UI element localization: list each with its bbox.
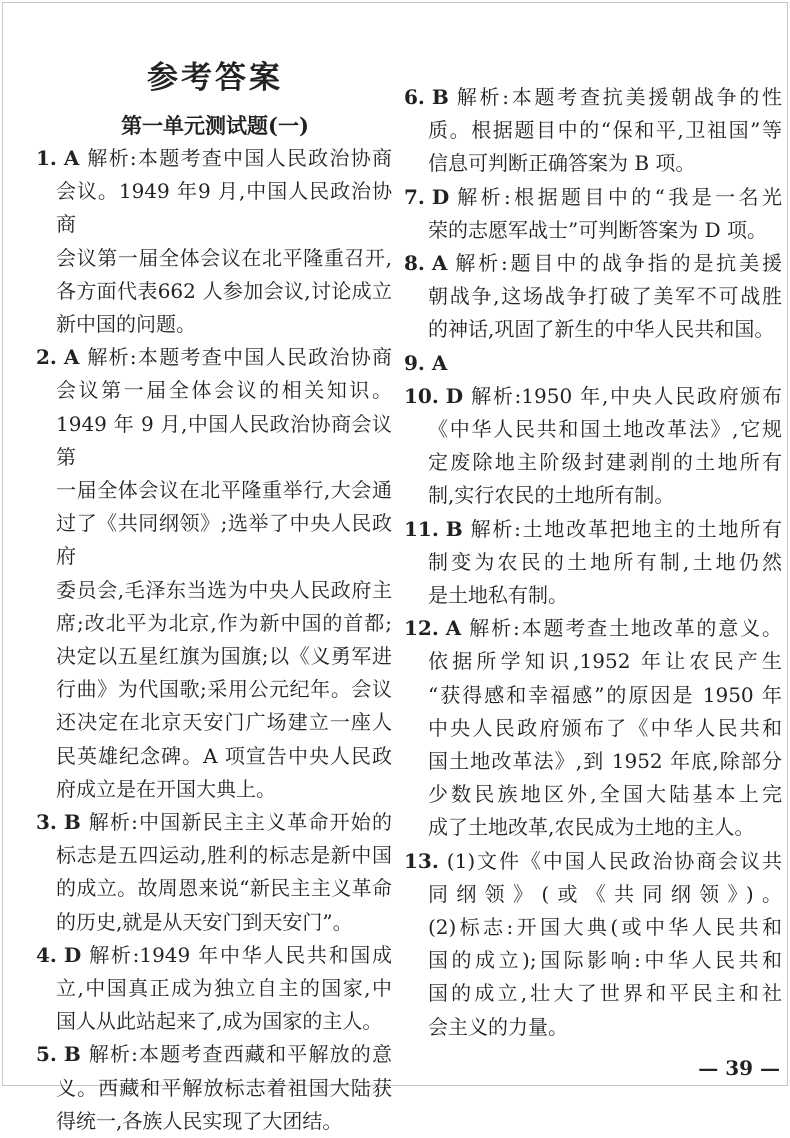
answer-item <box>404 845 782 1044</box>
answer-number: 5. B <box>36 1042 81 1067</box>
answer-number: 6. B <box>404 85 449 109</box>
answer-line <box>404 81 782 114</box>
answer-text: 解析:本题考查中国人民政治协商 <box>87 146 392 170</box>
answer-line: 新中国的问题。 <box>56 312 196 337</box>
answer-line: 质。根据题目中的“保和平,卫祖国”等 <box>428 118 782 143</box>
answer-item <box>36 939 392 1039</box>
left-column <box>36 142 392 1138</box>
answer-line: 成了土地改革,农民成为土地的主人。 <box>428 815 755 840</box>
answer-line: 1949 年 9 月,中国人民政治协商会议第 <box>56 411 392 469</box>
answer-text: 解析:中国新民主主义革命开始的 <box>88 810 392 835</box>
answer-text: 解析:本题考查西藏和平解放的意 <box>88 1042 392 1067</box>
answer-item <box>404 612 782 844</box>
answer-line: 义。西藏和平解放标志着祖国大陆获 <box>56 1075 392 1100</box>
answer-text: 解析:题目中的战争指的是抗美援 <box>455 251 782 276</box>
answer-line: 会主义的力量。 <box>428 1014 568 1039</box>
answer-text: (1)文件《中国人民政治协商会议共 <box>446 848 782 873</box>
answer-line: 的神话,巩固了新生的中华人民共和国。 <box>428 317 775 342</box>
answer-line: 委员会,毛泽东当选为中央人民政府主 <box>56 577 392 602</box>
section-title: 第一单元测试题(一) <box>121 113 309 138</box>
answer-line: 府成立是在开国大典上。 <box>56 776 276 801</box>
answer-line: 民英雄纪念碑。A 项宣告中央人民政 <box>56 743 392 768</box>
answer-line <box>36 142 392 175</box>
answer-line <box>404 347 782 380</box>
answer-line: (2)标志:开国大典(或中华人民共和 <box>428 915 782 940</box>
answer-text: 解析:1950 年,中央人民政府颁布 <box>471 383 782 408</box>
answer-line <box>404 845 782 878</box>
answer-line: 信息可判断正确答案为 B 项。 <box>428 151 696 176</box>
answer-line <box>404 513 782 546</box>
answer-line: 国土地改革法》,到 1952 年底,除部分 <box>428 749 782 774</box>
answer-line <box>404 181 782 214</box>
answer-line: 少数民族地区外,全国大陆基本上完 <box>428 782 782 807</box>
answer-item <box>36 341 392 806</box>
answer-number: 9. A <box>404 350 448 375</box>
answer-text: 解析:根据题目中的“我是一名光 <box>457 184 782 209</box>
answer-line: 标志是五四运动,胜利的标志是新中国 <box>56 843 392 868</box>
answer-line: 荣的志愿军战士”可判断答案为 D 项。 <box>428 217 767 242</box>
answer-line: 会议第一届全体会议在北平隆重召开, <box>56 245 392 270</box>
answer-line: 制变为农民的土地所有制,土地仍然 <box>428 549 782 574</box>
answer-line <box>404 612 782 645</box>
answer-item <box>36 142 392 341</box>
answer-line <box>36 1038 392 1071</box>
answer-line: 依据所学知识,1952 年让农民产生 <box>428 649 782 674</box>
page-title: 参考答案 <box>147 60 283 96</box>
answer-text: 解析:本题考查土地改革的意义。 <box>469 616 782 641</box>
answer-line: “获得感和幸福感”的原因是 1950 年 <box>428 682 782 707</box>
answer-number: 8. A <box>404 251 448 276</box>
answer-text <box>455 347 782 380</box>
answer-line: 同纲领》(或《共同纲领》)。 <box>428 881 782 906</box>
answer-number: 10. D <box>404 383 464 408</box>
answer-line: 国的成立);国际影响:中华人民共和 <box>428 948 782 973</box>
answer-item <box>404 247 782 347</box>
answer-line: 各方面代表662 人参加会议,讨论成立 <box>56 278 392 303</box>
answer-item <box>404 81 782 181</box>
answer-line: 一届全体会议在北平隆重举行,大会通 <box>56 478 392 503</box>
answer-line: 立,中国真正成为独立自主的国家,中 <box>56 976 392 1001</box>
answer-line: 会议。1949 年9 月,中国人民政治协商 <box>56 179 392 237</box>
answer-line: 席;改北平为北京,作为新中国的首都; <box>56 610 392 635</box>
answer-line: 中央人民政府颁布了《中华人民共和 <box>428 715 782 740</box>
answer-item <box>404 347 782 380</box>
answer-item <box>404 380 782 513</box>
answer-line: 决定以五星红旗为国旗;以《义勇军进 <box>56 644 392 669</box>
answer-number: 13. <box>404 848 439 873</box>
page-number: — 39 — <box>698 1056 780 1080</box>
answer-line: 会议第一届全体会议的相关知识。 <box>56 378 392 403</box>
answer-number: 7. D <box>404 184 450 209</box>
answer-line: 国人从此站起来了,成为国家的主人。 <box>56 1009 383 1034</box>
answer-line: 的成立。故周恩来说“新民主主义革命 <box>56 876 392 901</box>
answer-number: 4. D <box>36 942 82 967</box>
answer-item <box>36 1038 392 1138</box>
answer-text: 解析:本题考查抗美援朝战争的性 <box>456 85 782 109</box>
answer-line: 得统一,各族人民实现了大团结。 <box>56 1108 343 1133</box>
right-column <box>404 81 782 1044</box>
answer-line: 制,实行农民的土地所有制。 <box>428 483 675 508</box>
answer-number: 12. A <box>404 616 462 641</box>
answer-line: 朝战争,这场战争打破了美军不可战胜 <box>428 284 782 309</box>
answer-text: 解析:1949 年中华人民共和国成 <box>89 942 392 967</box>
answer-number: 3. B <box>36 810 81 835</box>
answer-text: 解析:土地改革把地主的土地所有 <box>470 516 782 541</box>
answer-item <box>36 806 392 939</box>
answer-line <box>404 247 782 280</box>
answer-text: 解析:本题考查中国人民政治协商 <box>87 345 392 370</box>
answer-line: 还决定在北京天安门广场建立一座人 <box>56 710 392 735</box>
answer-line: 的历史,就是从天安门到天安门”。 <box>56 909 353 934</box>
answer-line <box>404 380 782 413</box>
answer-item <box>404 513 782 613</box>
answer-line: 定废除地主阶级封建剥削的土地所有 <box>428 450 782 475</box>
answer-number: 2. A <box>36 345 80 370</box>
answer-line <box>36 939 392 972</box>
answer-line: 《中华人民共和国土地改革法》,它规 <box>428 417 782 442</box>
answer-line: 国的成立,壮大了世界和平民主和社 <box>428 981 782 1006</box>
answer-line: 行曲》为代国歌;采用公元纪年。会议 <box>56 677 392 702</box>
answer-line <box>36 806 392 839</box>
answer-line: 过了《共同纲领》;选举了中央人民政府 <box>56 511 392 569</box>
answer-line <box>36 341 392 374</box>
answer-number: 1. A <box>36 146 80 170</box>
answer-item <box>404 181 782 247</box>
answer-number: 11. B <box>404 516 463 541</box>
answer-line: 是土地私有制。 <box>428 583 568 608</box>
